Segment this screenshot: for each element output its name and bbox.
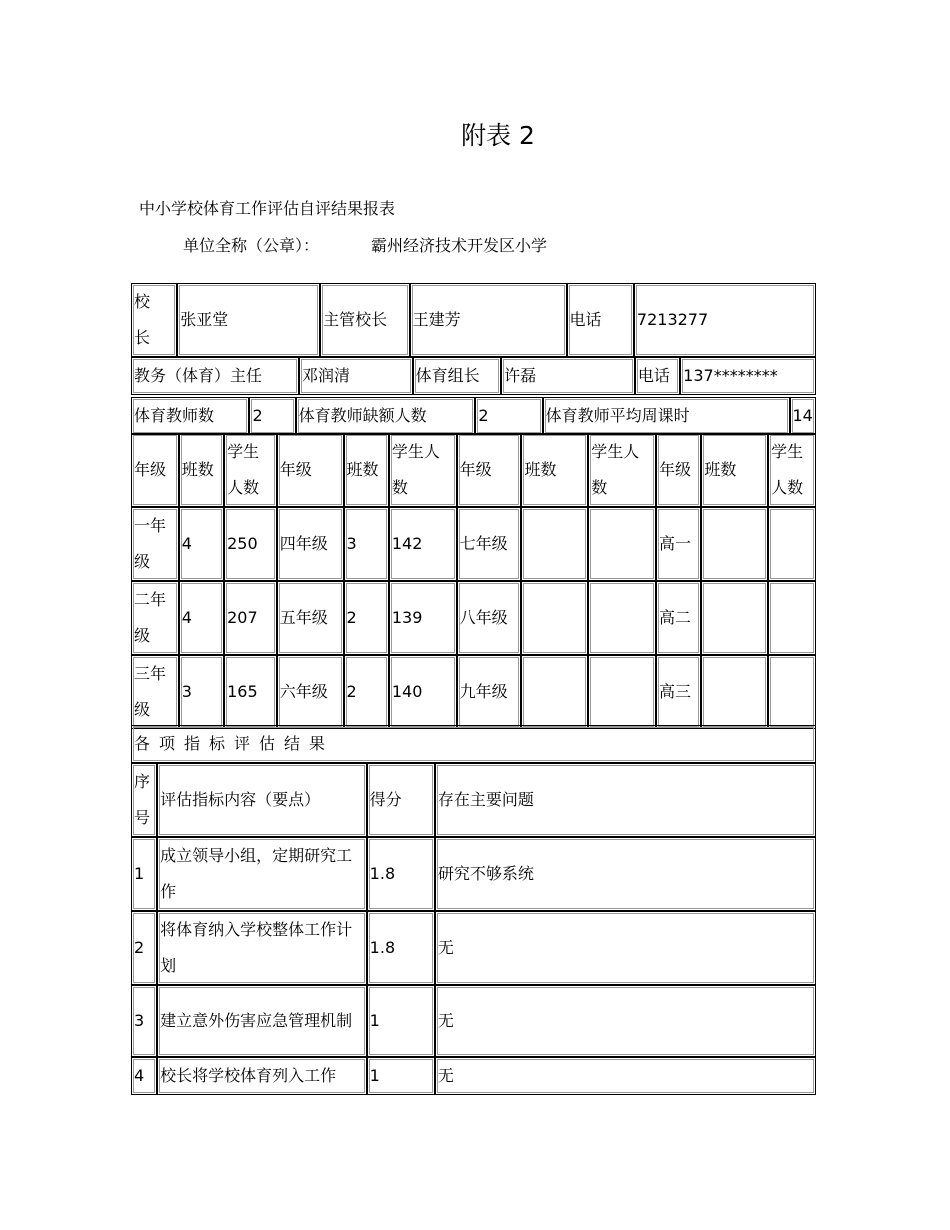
table-cell [588, 581, 656, 655]
unit-line [183, 233, 547, 256]
leader-value: 许磊 [501, 357, 635, 395]
table-cell: 142 [389, 507, 457, 581]
table-header: 班数 [521, 433, 588, 507]
table-cell: 无 [435, 985, 816, 1057]
phone-value: 7213277 [634, 283, 816, 357]
teachers-value: 2 [249, 397, 295, 435]
table-cell: 1 [367, 985, 435, 1057]
table-header: 年级 [457, 433, 522, 507]
table-cell [768, 581, 816, 655]
unit-value: 霸州经济技术开发区小学 [371, 236, 548, 255]
table-header: 学生人数 [768, 433, 816, 507]
table-cell: 九年级 [457, 655, 522, 729]
teachers-label: 体育教师数 [131, 397, 249, 435]
dean-value: 邓润清 [299, 357, 413, 395]
table-cell: 三年级 [131, 655, 179, 729]
table-cell [701, 507, 768, 581]
table-header: 评估指标内容（要点） [157, 763, 367, 837]
table-row [131, 655, 816, 729]
table-cell: 3 [344, 507, 389, 581]
unit-label: 单位全称（公章）： [183, 236, 320, 255]
table-cell [701, 655, 768, 729]
form-subtitle: 中小学校体育工作评估自评结果报表 [139, 199, 396, 218]
supervisor-value: 王建芳 [410, 283, 567, 357]
table-cell: 无 [435, 1057, 816, 1095]
table-cell: 一年级 [131, 507, 179, 581]
table-cell [768, 507, 816, 581]
table-cell: 2 [131, 911, 157, 985]
table-cell: 研究不够系统 [435, 837, 816, 911]
table-row [131, 837, 816, 911]
table-header: 班数 [344, 433, 389, 507]
table-cell: 139 [389, 581, 457, 655]
table-row [131, 507, 816, 581]
table-header: 年级 [277, 433, 344, 507]
table-header: 学生人数 [224, 433, 277, 507]
teachers-table [131, 397, 816, 435]
shortage-value: 2 [475, 397, 542, 435]
table-row [131, 1057, 816, 1095]
principal-value: 张亚堂 [177, 283, 320, 357]
table-cell [768, 655, 816, 729]
table-cell [521, 507, 588, 581]
table-header: 学生人数 [389, 433, 457, 507]
page-title: 附表 2 [461, 121, 535, 150]
shortage-label: 体育教师缺额人数 [296, 397, 476, 435]
table-row [131, 985, 816, 1057]
table-cell: 四年级 [277, 507, 344, 581]
table-cell: 1 [367, 1057, 435, 1095]
table-cell [588, 507, 656, 581]
avg-hours-value: 14 [790, 397, 817, 435]
table-header: 得分 [367, 763, 435, 837]
table-cell: 207 [224, 581, 277, 655]
table-cell: 1 [131, 837, 157, 911]
table-cell: 八年级 [457, 581, 522, 655]
table-cell: 2 [344, 581, 389, 655]
table-cell: 4 [131, 1057, 157, 1095]
table-cell: 校长将学校体育列入工作 [157, 1057, 367, 1095]
eval-section-title: 各项指标评估结果 [131, 725, 816, 763]
table-cell: 140 [389, 655, 457, 729]
table-cell: 建立意外伤害应急管理机制 [157, 985, 367, 1057]
table-cell: 2 [344, 655, 389, 729]
table-cell: 高一 [656, 507, 701, 581]
table-cell: 1.8 [367, 837, 435, 911]
principal-table [131, 283, 816, 357]
avg-hours-label: 体育教师平均周课时 [543, 397, 790, 435]
table-header: 序号 [131, 763, 157, 837]
table-cell: 4 [179, 581, 224, 655]
table-header: 年级 [656, 433, 701, 507]
table-cell: 165 [224, 655, 277, 729]
phone-label: 电话 [567, 283, 634, 357]
phone2-value: 137******** [680, 357, 816, 395]
table-cell: 3 [131, 985, 157, 1057]
table-row [131, 581, 816, 655]
table-cell: 将体育纳入学校整体工作计划 [157, 911, 367, 985]
table-cell: 无 [435, 911, 816, 985]
table-header: 学生人数 [588, 433, 656, 507]
supervisor-label: 主管校长 [320, 283, 410, 357]
phone2-label: 电话 [635, 357, 680, 395]
table-cell: 高三 [656, 655, 701, 729]
eval-header-row [131, 763, 816, 837]
table-cell: 二年级 [131, 581, 179, 655]
class-header-row [131, 433, 816, 507]
table-row [131, 911, 816, 985]
table-header: 年级 [131, 433, 179, 507]
table-cell: 七年级 [457, 507, 522, 581]
dean-label: 教务（体育）主任 [131, 357, 299, 395]
eval-table [131, 725, 816, 1095]
table-cell: 250 [224, 507, 277, 581]
table-header: 班数 [179, 433, 224, 507]
table-cell: 高二 [656, 581, 701, 655]
principal-label: 校长 [131, 283, 177, 357]
table-cell [701, 581, 768, 655]
class-table [131, 433, 816, 729]
table-cell: 1.8 [367, 911, 435, 985]
table-cell: 六年级 [277, 655, 344, 729]
table-cell: 3 [179, 655, 224, 729]
dean-table [131, 357, 816, 395]
table-cell [588, 655, 656, 729]
table-header: 班数 [701, 433, 768, 507]
table-cell: 4 [179, 507, 224, 581]
table-cell [521, 655, 588, 729]
table-cell: 五年级 [277, 581, 344, 655]
table-cell: 成立领导小组，定期研究工作 [157, 837, 367, 911]
table-cell [521, 581, 588, 655]
table-header: 存在主要问题 [435, 763, 816, 837]
leader-label: 体育组长 [413, 357, 502, 395]
